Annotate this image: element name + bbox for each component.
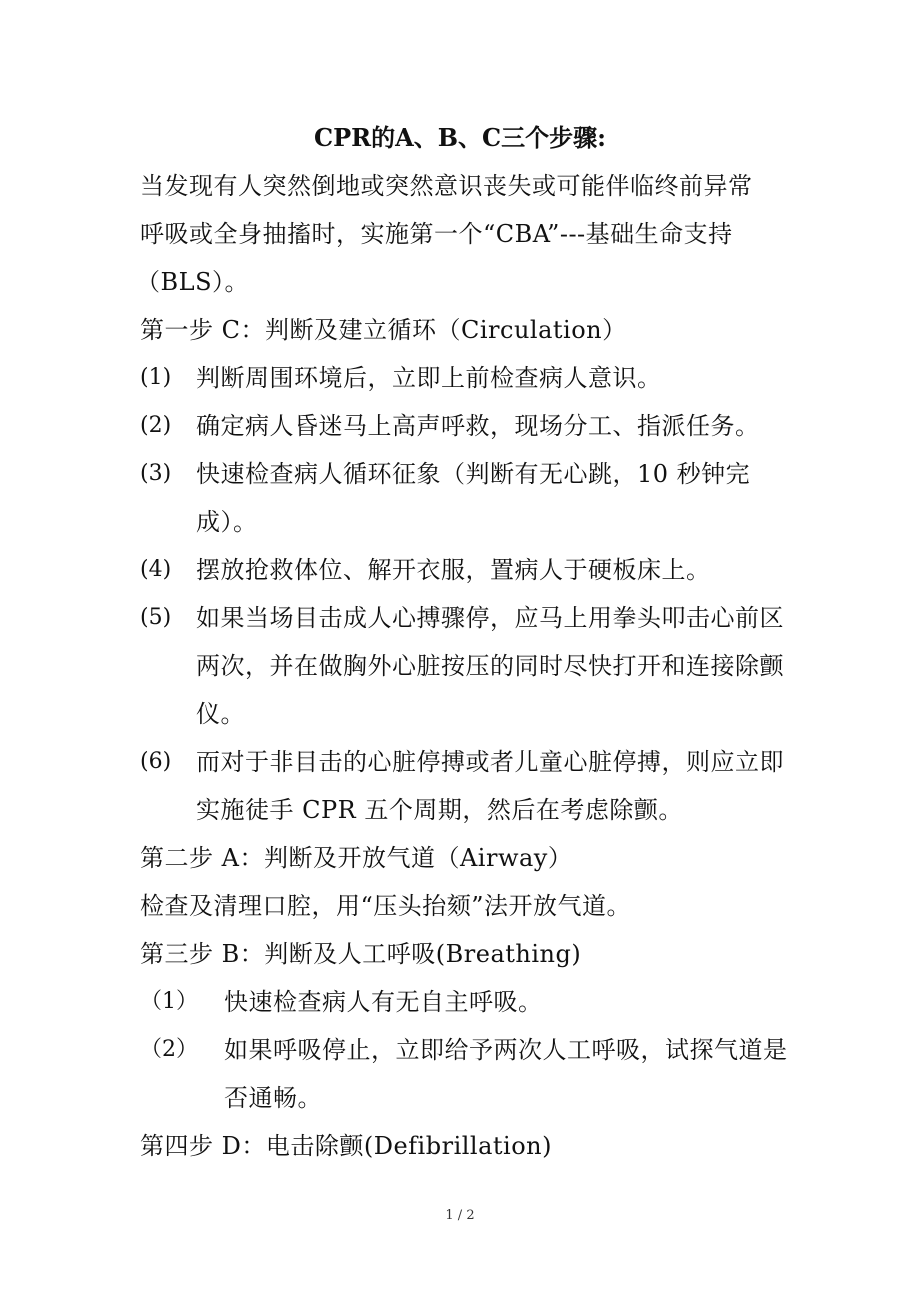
step-a-text: 检查及清理口腔，用“压头抬颏”法开放气道。 (140, 892, 632, 920)
step-b-item-1-number: （1） (140, 989, 198, 1014)
step-c-item-1-text: 判断周围环境后，立即上前检查病人意识。 (196, 364, 662, 392)
step-c-item-3-text-line-2: 成）。 (196, 508, 258, 536)
document-title: CPR的A、B、C三个步骤: (314, 123, 606, 152)
step-c-item-5-text-line-3: 仪。 (196, 700, 245, 728)
step-b-heading: 第三步 B：判断及人工呼吸(Breathing) (140, 940, 582, 968)
intro-line-1: 当发现有人突然倒地或突然意识丧失或可能伴临终前异常 (140, 172, 753, 200)
intro-line-2: 呼吸或全身抽搐时，实施第一个“CBA”---基础生命支持 (140, 220, 733, 248)
step-c-heading: 第一步 C：判断及建立循环（Circulation） (140, 316, 627, 344)
step-c-item-6-text-line-1: 而对于非目击的心脏停搏或者儿童心脏停搏，则应立即 (196, 748, 784, 776)
step-b-item-1-text: 快速检查病人有无自主呼吸。 (224, 988, 543, 1016)
step-b-item-2-text-line-2: 否通畅。 (224, 1084, 322, 1112)
step-c-item-3-number: (3) (140, 461, 172, 486)
step-c-item-6-number: (6) (140, 749, 172, 774)
step-c-item-5-text-line-1: 如果当场目击成人心搏骤停，应马上用拳头叩击心前区 (196, 604, 784, 632)
step-c-item-5-text-line-2: 两次，并在做胸外心脏按压的同时尽快打开和连接除颤 (196, 652, 784, 680)
step-d-heading: 第四步 D：电击除颤(Defibrillation) (140, 1132, 552, 1160)
step-c-item-2-number: (2) (140, 413, 172, 438)
step-b-item-2-number: （2） (140, 1037, 198, 1062)
step-c-item-5-number: (5) (140, 605, 172, 630)
page-number: 1 / 2 (445, 1208, 475, 1223)
step-c-item-4-text: 摆放抢救体位、解开衣服，置病人于硬板床上。 (196, 556, 711, 584)
step-a-heading: 第二步 A：判断及开放气道（Airway） (140, 844, 573, 872)
step-c-item-3-text-line-1: 快速检查病人循环征象（判断有无心跳，10 秒钟完 (196, 460, 751, 488)
step-c-item-1-number: (1) (140, 365, 172, 390)
step-c-item-6-text-line-2: 实施徒手 CPR 五个周期，然后在考虑除颤。 (196, 796, 683, 824)
step-c-item-4-number: (4) (140, 557, 172, 582)
step-b-item-2-text-line-1: 如果呼吸停止，立即给予两次人工呼吸，试探气道是 (224, 1036, 788, 1064)
intro-line-3: （BLS）。 (136, 268, 250, 296)
step-c-item-2-text: 确定病人昏迷马上高声呼救，现场分工、指派任务。 (196, 412, 760, 440)
